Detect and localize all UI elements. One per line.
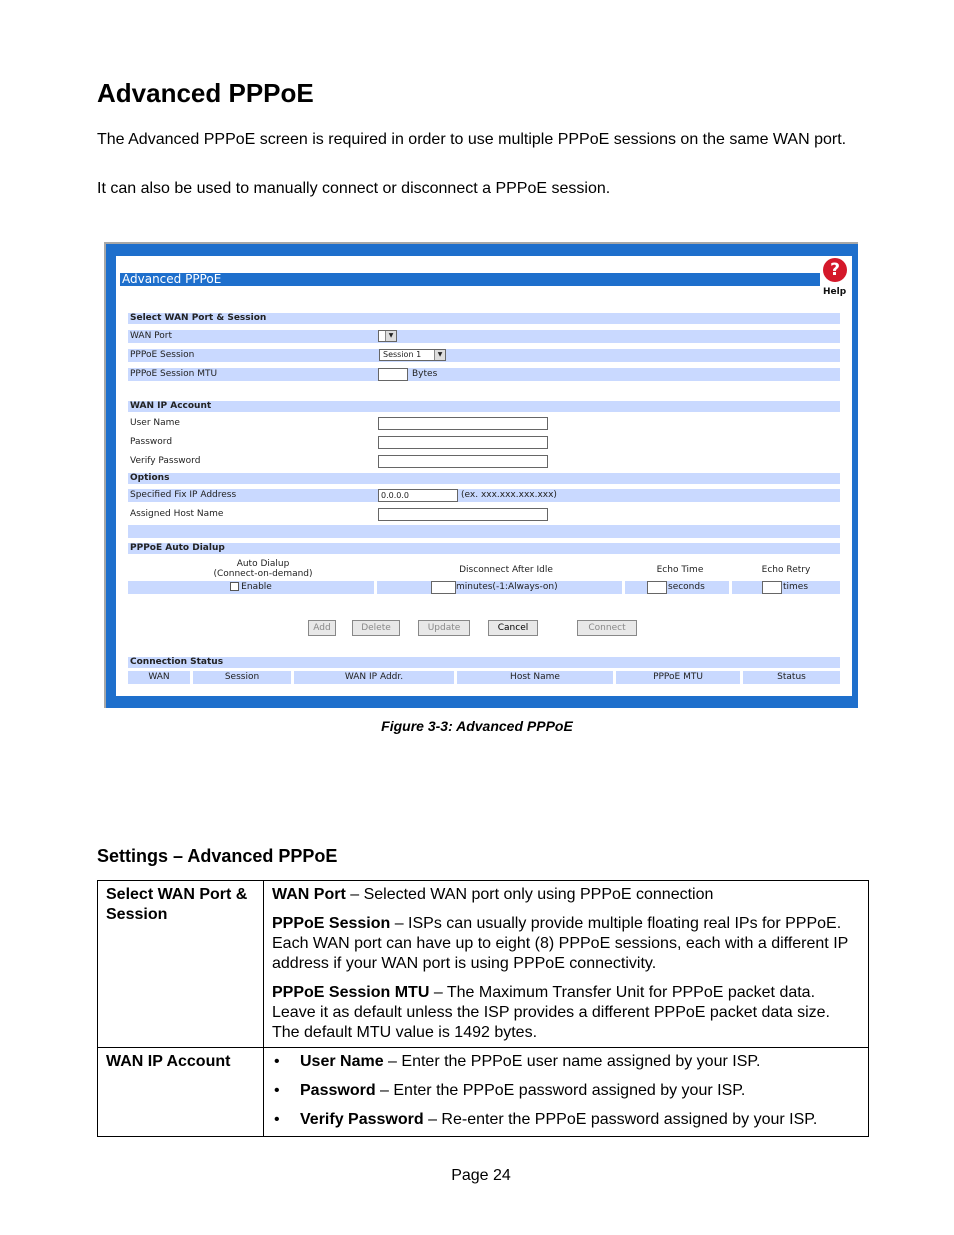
mtu-input[interactable]	[378, 368, 408, 381]
dialup-col-idle: Disconnect After Idle	[459, 565, 553, 575]
update-button[interactable]: Update	[418, 620, 470, 636]
list-item: • User Name – Enter the PPPoE user name assigned by your ISP.	[274, 1053, 761, 1070]
verify-password-input[interactable]	[378, 455, 548, 468]
page-number: Page 24	[451, 1167, 511, 1184]
dialup-col-echo-time: Echo Time	[656, 565, 704, 575]
row-mtu	[128, 368, 840, 381]
status-col-wan: WAN	[128, 671, 190, 684]
definition: PPPoE Session – ISPs can usually provide multiple floating real IPs for PPPoE. Each WAN port can have up to eight (8) PPPoE sessions, each with a different IP address if your WAN port is using PPPoE connectivity.	[272, 915, 849, 972]
cancel-button[interactable]: Cancel	[488, 620, 538, 636]
wan-port-label: WAN Port	[130, 331, 172, 341]
row-fix-ip	[128, 489, 840, 502]
mtu-unit: Bytes	[412, 369, 438, 379]
intro-paragraph-1: The Advanced PPPoE screen is required in order to use multiple PPPoE sessions on the same WAN port.	[97, 131, 847, 148]
chevron-down-icon: ▼	[434, 350, 445, 360]
row-pppoe-session	[128, 349, 840, 362]
echo-retry-cell	[732, 581, 840, 594]
mtu-label: PPPoE Session MTU	[130, 369, 218, 379]
enable-cell	[128, 581, 374, 594]
section-select-wan: Select WAN Port & Session	[128, 313, 840, 324]
fix-ip-label: Specified Fix IP Address	[130, 490, 237, 500]
password-input[interactable]	[378, 436, 548, 449]
wan-port-select[interactable]	[378, 330, 397, 342]
fix-ip-hint: (ex. xxx.xxx.xxx.xxx)	[461, 490, 557, 500]
row-heading: Select WAN Port & Session	[98, 881, 264, 1048]
help-label[interactable]: Help	[823, 287, 847, 297]
user-name-label: User Name	[130, 418, 180, 428]
chevron-down-icon: ▼	[385, 331, 396, 341]
echo-time-input[interactable]	[647, 581, 667, 594]
session-select[interactable]: Session 1 ▼	[379, 349, 446, 361]
status-col-wan-ip: WAN IP Addr.	[294, 671, 454, 684]
session-label: PPPoE Session	[130, 350, 195, 360]
row-password	[128, 436, 840, 449]
connect-button[interactable]: Connect	[577, 620, 637, 636]
status-col-mtu: PPPoE MTU	[616, 671, 740, 684]
definition: WAN Port – Selected WAN port only using PPPoE connection	[272, 886, 714, 903]
echo-retry-unit: times	[783, 582, 809, 592]
row-user-name	[128, 417, 840, 430]
config-panel	[116, 256, 852, 696]
settings-heading: Settings – Advanced PPPoE	[97, 846, 338, 866]
row-host-name	[128, 508, 840, 521]
echo-retry-input[interactable]	[762, 581, 782, 594]
row-description	[264, 1048, 869, 1137]
figure-caption: Figure 3-3: Advanced PPPoE	[381, 718, 573, 734]
list-item: • Password – Enter the PPPoE password assigned by your ISP.	[274, 1082, 746, 1099]
dialup-col-echo-retry: Echo Retry	[761, 565, 811, 575]
spacer-row	[128, 525, 840, 538]
settings-table	[97, 880, 869, 1137]
fix-ip-input[interactable]: 0.0.0.0	[378, 489, 458, 502]
delete-button[interactable]: Delete	[352, 620, 400, 636]
status-col-session: Session	[193, 671, 291, 684]
dialup-col-auto: Auto Dialup (Connect-on-demand)	[213, 559, 313, 579]
enable-checkbox[interactable]	[230, 582, 239, 591]
table-row	[98, 881, 869, 1048]
add-button[interactable]: Add	[308, 620, 336, 636]
status-col-host-name: Host Name	[457, 671, 613, 684]
user-name-input[interactable]	[378, 417, 548, 430]
status-col-status: Status	[743, 671, 840, 684]
row-heading: WAN IP Account	[98, 1048, 264, 1137]
definition: PPPoE Session MTU – The Maximum Transfer Unit for PPPoE packet data. Leave it as default unless the ISP provides a different PPPoE packet data size. The default MTU value is 1492 bytes.	[272, 984, 830, 1041]
password-label: Password	[130, 437, 173, 447]
table-row	[98, 1048, 869, 1137]
list-item: • Verify Password – Re-enter the PPPoE password assigned by your ISP.	[274, 1111, 818, 1128]
idle-unit: minutes(-1:Always-on)	[456, 582, 558, 592]
enable-label: Enable	[241, 582, 272, 592]
section-wan-ip-account: WAN IP Account	[128, 401, 840, 412]
section-auto-dialup: PPPoE Auto Dialup	[128, 543, 840, 554]
verify-password-label: Verify Password	[130, 456, 201, 466]
host-name-label: Assigned Host Name	[130, 509, 224, 519]
row-wan-port	[128, 330, 840, 343]
advanced-pppoe-screenshot	[104, 242, 858, 708]
section-connection-status: Connection Status	[128, 657, 840, 668]
echo-time-unit: seconds	[668, 582, 705, 592]
row-verify-password	[128, 455, 840, 468]
row-description	[264, 881, 869, 1048]
idle-input[interactable]	[431, 581, 456, 594]
idle-cell	[377, 581, 622, 594]
page-title: Advanced PPPoE	[97, 78, 314, 108]
section-options: Options	[128, 473, 840, 484]
host-name-input[interactable]	[378, 508, 548, 521]
intro-paragraph-2: It can also be used to manually connect or disconnect a PPPoE session.	[97, 180, 611, 197]
question-icon[interactable]: ?	[823, 258, 847, 282]
echo-time-cell	[625, 581, 729, 594]
panel-title: Advanced PPPoE	[120, 273, 820, 286]
